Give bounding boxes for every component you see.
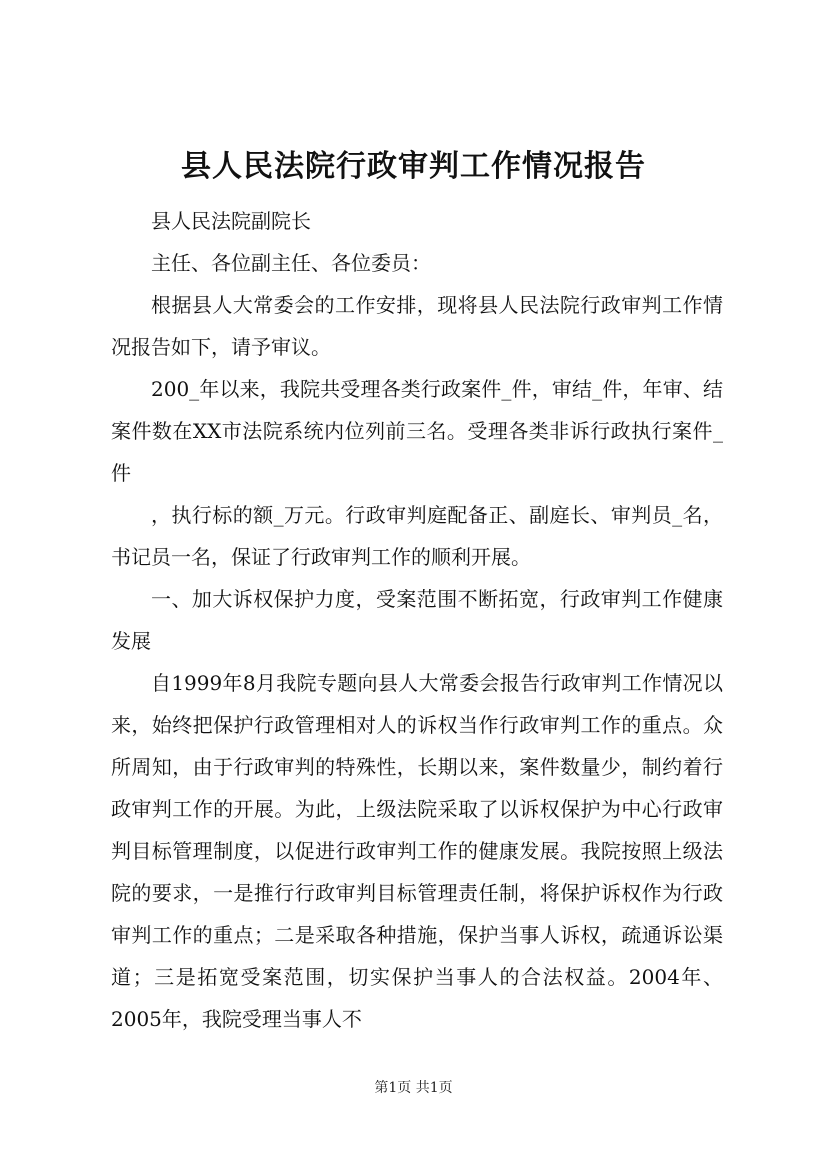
section-heading: 一、加大诉权保护力度，受案范围不断拓宽，行政审判工作健康发展 — [111, 587, 723, 653]
paragraph: 根据县人大常委会的工作安排，现将县人民法院行政审判工作情况报告如下，请予审议。 — [111, 293, 723, 359]
paragraph: 自1999年8月我院专题向县人大常委会报告行政审判工作情况以来，始终把保护行政管理相对人的诉权当作行政审判工作的重点。众所周知，由于行政审判的特殊性，长期以来，案件数量少，制约着行政审判工作的开展。为此，上级法院采取了以诉权保护为中心行政审判目标管理制度，以促进行政审判工作的健康发展。我院按照上级法院的要求，一是推行行政审判目标管理责任制，将保护诉权作为行政审判工作的重点；二是采取各种措施，保护当事人诉权，疏通诉讼渠道；三是拓宽受案范围，切实保护当事人的合法权益。2004年、2005年，我院受理当事人不 — [111, 671, 723, 1031]
paragraph: ，执行标的额_万元。行政审判庭配备正、副庭长、审判员_名，书记员一名，保证了行政审判工作的顺利开展。 — [111, 503, 723, 569]
paragraph: 主任、各位副主任、各位委员： — [151, 251, 431, 275]
page-footer: 第1页 共1页 — [374, 1080, 453, 1096]
paragraph: 县人民法院副院长 — [151, 209, 311, 233]
paragraph: 200_年以来，我院共受理各类行政案件_件，审结_件，年审、结案件数在XX市法院系统内位列前三名。受理各类非诉行政执行案件_件 — [111, 377, 723, 485]
document-title: 县人民法院行政审判工作情况报告 — [181, 149, 646, 184]
document-body — [111, 200, 723, 1040]
